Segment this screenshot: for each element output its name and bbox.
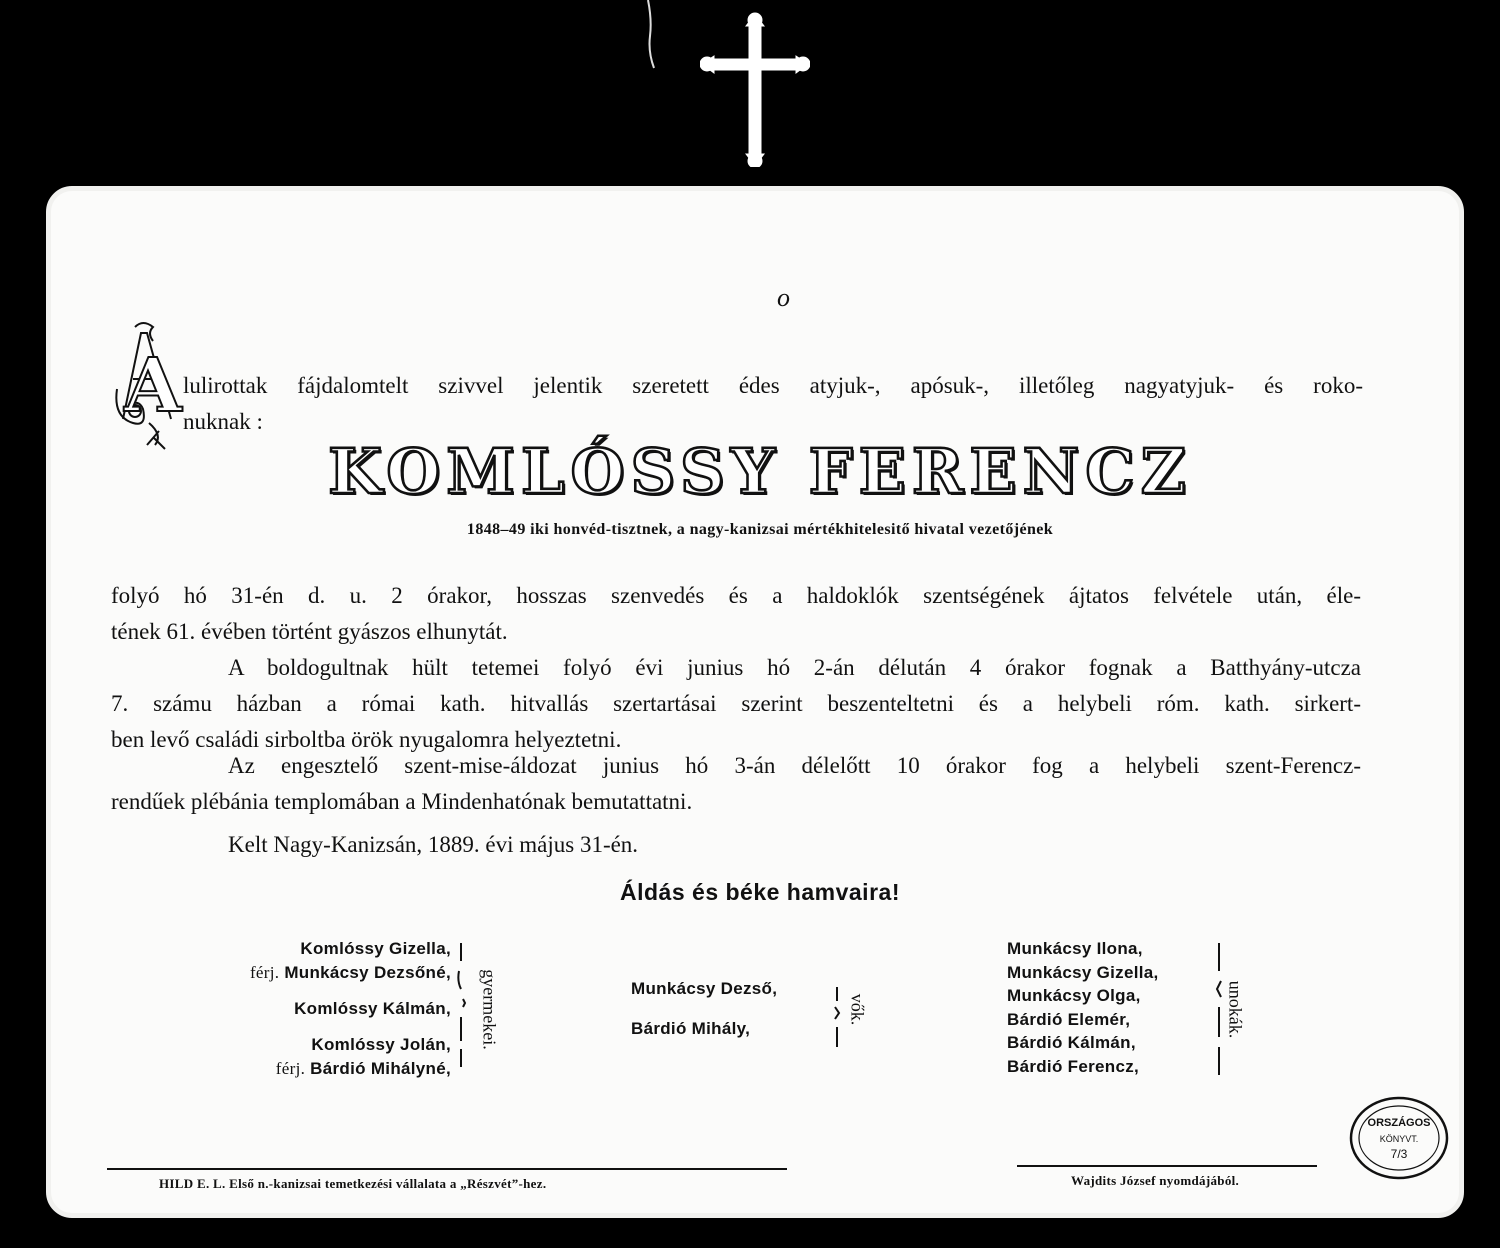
- signatory-line: Bárdió Ferencz,: [1007, 1056, 1140, 1076]
- paragraph-1-line-1: folyó hó 31-én d. u. 2 órakor, hosszas szenvedés és a haldoklók szentségének ájtatos felvétele után, éle-: [111, 583, 1361, 608]
- children-list: [181, 937, 451, 1081]
- svg-text:A: A: [124, 343, 182, 429]
- signatory-line: Bárdió Mihály,: [631, 1019, 751, 1038]
- footer-rule-left: [107, 1168, 787, 1170]
- signatory-line: férj. Bárdió Mihályné,: [275, 1059, 451, 1078]
- signatory-line: Bárdió Elemér,: [1007, 1009, 1131, 1029]
- sons-in-law-list: [631, 977, 777, 1041]
- signatory-line: Bárdió Kálmán,: [1007, 1033, 1136, 1052]
- deceased-subtitle: 1848–49 iki honvéd-tisztnek, a nagy-kanizsai mértékhitelesitő hivatal vezetőjének: [466, 521, 1054, 538]
- signatory-line: Komlóssy Jolán,: [311, 1035, 451, 1054]
- signatory-line: férj. Munkácsy Dezsőné,: [249, 963, 451, 982]
- paragraph-2-line-3: ben levő családi sirboltba örök nyugalomra helyeztetni.: [111, 727, 622, 752]
- paragraph-3-line-2: rendűek plébánia templomában a Mindenhatónak bemutattatni.: [111, 789, 693, 814]
- signatory-line: Munkácsy Olga,: [1007, 986, 1141, 1005]
- children-brace: [453, 941, 473, 1071]
- top-mark: o: [777, 283, 790, 312]
- edge-scratch: [642, 0, 656, 70]
- library-stamp: [1347, 1086, 1451, 1184]
- signatory-line: Munkácsy Dezső,: [631, 979, 778, 998]
- children-group-label: gyermekei.: [479, 969, 500, 1050]
- signatory-line: Munkácsy Gizella,: [1007, 962, 1159, 982]
- paragraph-2-line-1: A boldogultnak hült tetemei folyó évi junius hó 2-án délután 4 órakor fognak a Batthyány-utcza: [228, 655, 1361, 680]
- signatory-line: Komlóssy Kálmán,: [294, 999, 451, 1018]
- dated-line: Kelt Nagy-Kanizsán, 1889. évi május 31-én.: [228, 832, 639, 857]
- ornamental-initial: [113, 319, 193, 451]
- deceased-name: KOMLÓSSY FERENCZ: [328, 435, 1192, 508]
- signatory-line: Komlóssy Gizella,: [300, 939, 451, 958]
- obituary-card: [46, 186, 1464, 1218]
- footer-left-imprint: HILD E. L. Első n.-kanizsai temetkezési vállalata a „Részvét”-hez.: [159, 1176, 547, 1191]
- svg-text:ORSZÁGOS: ORSZÁGOS: [1367, 1117, 1431, 1129]
- svg-text:KÖNYVT.: KÖNYVT.: [1379, 1134, 1419, 1144]
- cross-icon: [700, 12, 810, 167]
- paragraph-1-line-2: tének 61. évében történt gyászos elhunytát.: [111, 619, 508, 644]
- svg-text:7/3: 7/3: [1390, 1147, 1408, 1161]
- intro-line-1: lulirottak fájdalomtelt szivvel jelentik szeretett édes atyjuk-, apósuk-, illetőleg nagyatyjuk- és roko-: [183, 373, 1363, 398]
- signatory-line: Munkácsy Ilona,: [1007, 939, 1143, 958]
- footer-right-imprint: Wajdits József nyomdájából.: [1071, 1173, 1240, 1188]
- grandchildren-group-label: unokák.: [1225, 980, 1246, 1039]
- footer-rule-right: [1017, 1165, 1317, 1167]
- blessing: Áldás és béke hamvaira!: [620, 879, 900, 905]
- paragraph-2-line-2: 7. számu házban a római kath. hitvallás szertartásai szerint beszenteltetni és a helybeli róm. kath. sirkert-: [111, 691, 1361, 716]
- grandchildren-list: [1007, 937, 1159, 1078]
- sons-in-law-group-label: vők.: [847, 993, 868, 1026]
- intro-line-2: nuknak :: [183, 409, 263, 434]
- paragraph-3-line-1: Az engesztelő szent-mise-áldozat junius hó 3-án délelőtt 10 órakor fog a helybeli szent-Ferencz-: [228, 753, 1361, 778]
